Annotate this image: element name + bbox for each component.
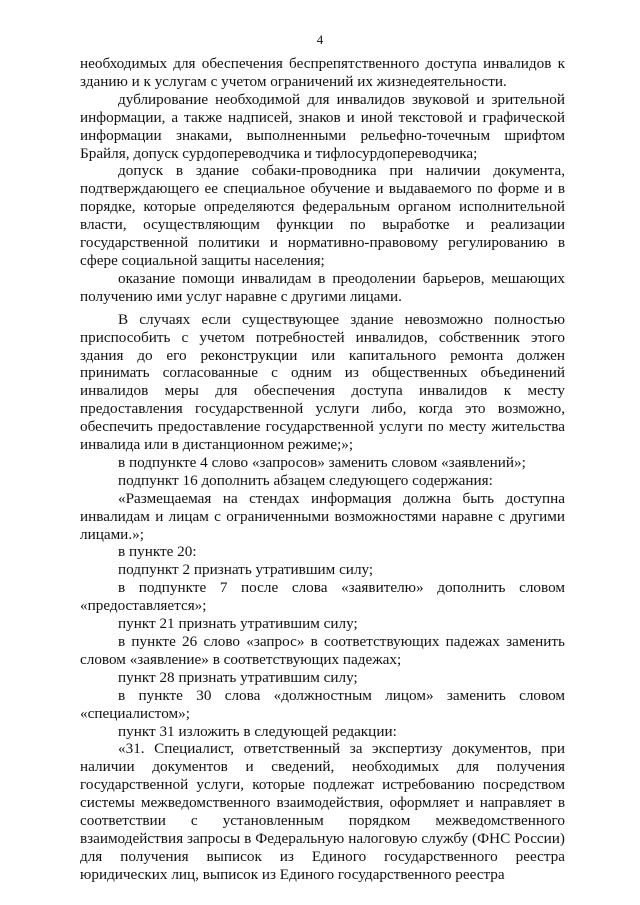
paragraph: в пункте 26 слово «запрос» в соответствующих падежах заменить словом «заявление» в соответствующих падежах; [80, 633, 565, 668]
paragraph: необходимых для обеспечения беспрепятственного доступа инвалидов к зданию и к услугам с учетом ограничений их жизнедеятельности. [80, 55, 565, 90]
paragraph: дублирование необходимой для инвалидов звуковой и зрительной информации, а также надписей, знаков и иной текстовой и графической информации знаками, выполненными рельефно-точечным шрифтом Брайля, допуск сурдопереводчика и тифлосурдопереводчика; [80, 90, 565, 162]
paragraph: в пункте 30 слова «должностным лицом» заменить словом «специалистом»; [80, 686, 565, 722]
paragraph: в пункте 20: [118, 543, 197, 561]
document-body [80, 55, 565, 884]
paragraph: допуск в здание собаки-проводника при наличии документа, подтверждающего ее специальное обучение и выдаваемого по форме и в порядке, которые определяются федеральным органом исполнительной власти, осуществляющим функции по выработке и реализации государственной политики и нормативно-правовому регулированию в сфере социальной защиты населения; [80, 162, 565, 269]
paragraph: в подпункте 7 после слова «заявителю» дополнить словом «предоставляется»; [80, 579, 565, 615]
paragraph: оказание помощи инвалидам в преодолении барьеров, мешающих получению ими услуг наравне с другими лицами. [80, 269, 565, 305]
page-number: 4 [316, 32, 324, 47]
paragraph: В случаях если существующее здание невозможно полностью приспособить с учетом потребностей инвалидов, собственник этого здания до его реконструкции или капитального ремонта должен принимать согласованные с одним из общественных объединений инвалидов меры для обеспечения доступа инвалидов к месту предоставления государственной услуги либо, когда это возможно, обеспечить предоставление государственной услуги по месту жительства инвалида или в дистанционном режиме;»; [80, 310, 565, 454]
paragraph: пункт 31 изложить в следующей редакции: [118, 722, 397, 740]
paragraph: «31. Специалист, ответственный за экспертизу документов, при наличии документов и сведений, необходимых для получения государственной услуги, которые подлежат истребованию посредством системы межведомственного взаимодействия, оформляет и направляет в соответствии с установленным порядком межведомственного взаимодействия запросы в Федеральную налоговую службу (ФНС России) для получения выписок из Единого государственного реестра юридических лиц, выписок из Единого государственного реестра [80, 740, 565, 883]
paragraph: в подпункте 4 слово «запросов» заменить словом «заявлений»; [118, 453, 526, 471]
paragraph: пункт 21 признать утратившим силу; [118, 615, 358, 633]
paragraph: подпункт 2 признать утратившим силу; [118, 561, 374, 579]
paragraph: подпункт 16 дополнить абзацем следующего содержания: [118, 471, 493, 489]
paragraph: пункт 28 признать утратившим силу; [118, 668, 358, 686]
paragraph: «Размещаемая на стендах информация должна быть доступна инвалидам и лицам с ограниченными возможностями наравне с другими лицами.»; [80, 489, 565, 543]
